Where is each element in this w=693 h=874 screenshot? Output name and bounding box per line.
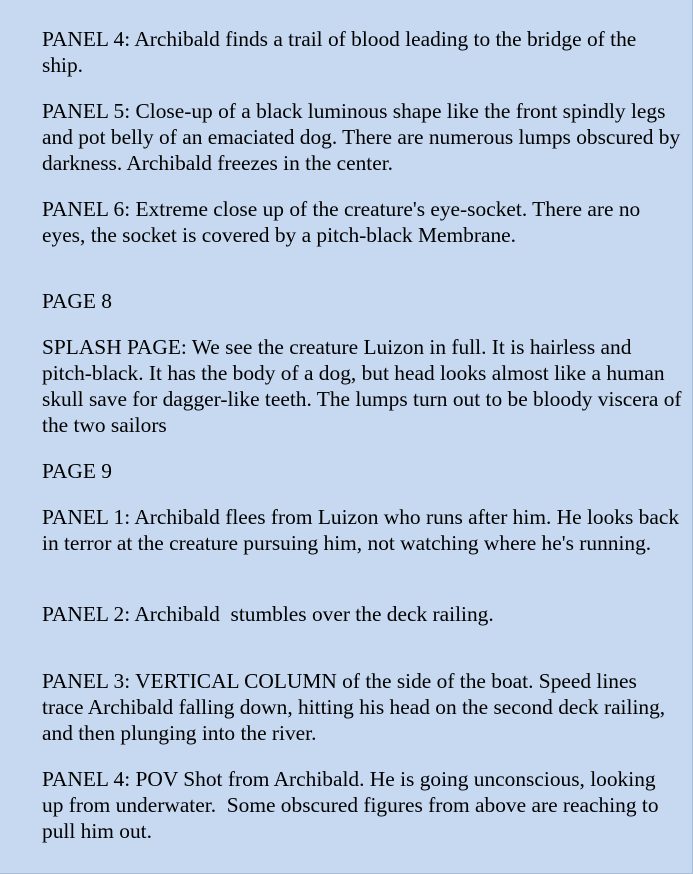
splash-page: SPLASH PAGE: We see the creature Luizon in full. It is hairless and pitch-black. It has the body of a dog, but head looks almost like a human skull save for dagger-like teeth. The lumps turn out to be bloody viscera of the two sailors bbox=[42, 335, 687, 437]
page-8-heading: PAGE 8 bbox=[42, 289, 112, 313]
panel-2-page-9: PANEL 2: Archibald stumbles over the deck railing. bbox=[42, 602, 494, 626]
panel-4-page-7: PANEL 4: Archibald finds a trail of blood leading to the bridge of the ship. bbox=[42, 27, 642, 77]
panel-6-page-7: PANEL 6: Extreme close up of the creature's eye-socket. There are no eyes, the socket is covered by a pitch-black Membrane. bbox=[42, 197, 646, 247]
panel-4-page-9: PANEL 4: POV Shot from Archibald. He is going unconscious, looking up from underwater. Some obscured figures from above are reaching to pull him out. bbox=[42, 767, 664, 843]
page-9-heading: PAGE 9 bbox=[42, 459, 112, 483]
panel-1-page-9: PANEL 1: Archibald flees from Luizon who runs after him. He looks back in terror at the creature pursuing him, not watching where he's running. bbox=[42, 505, 685, 555]
panel-5-page-7: PANEL 5: Close-up of a black luminous shape like the front spindly legs and pot belly of an emaciated dog. There are numerous lumps obscured by darkness. Archibald freezes in the center. bbox=[42, 99, 686, 175]
panel-3-page-9: PANEL 3: VERTICAL COLUMN of the side of the boat. Speed lines trace Archibald falling down, hitting his head on the second deck railing, and then plunging into the river. bbox=[42, 669, 671, 745]
